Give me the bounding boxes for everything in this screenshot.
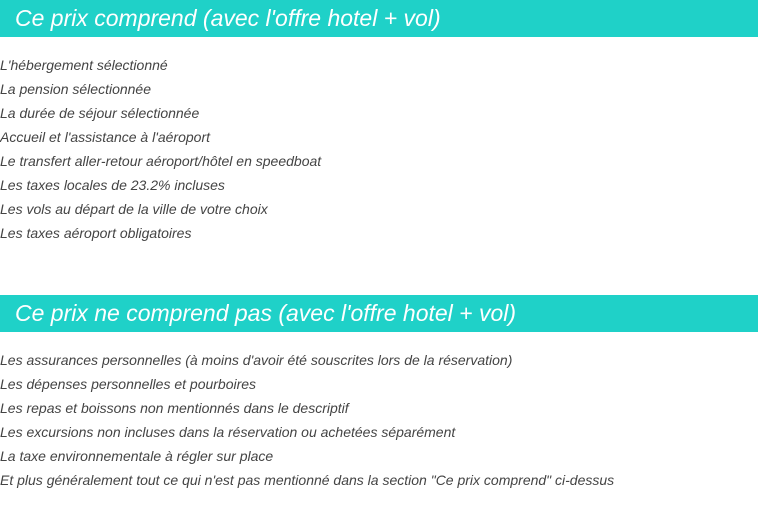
included-item: Les taxes locales de 23.2% incluses (0, 177, 225, 193)
included-item: L'hébergement sélectionné (0, 57, 168, 73)
excluded-section-header (0, 295, 758, 332)
included-item: La pension sélectionnée (0, 81, 152, 97)
excluded-section-title: Ce prix ne comprend pas (avec l'offre hotel + vol) (15, 300, 517, 326)
included-item: Les taxes aéroport obligatoires (0, 225, 192, 241)
excluded-item: Les assurances personnelles (à moins d'avoir été souscrites lors de la réservation) (0, 352, 513, 368)
excluded-item: Les repas et boissons non mentionnés dans le descriptif (0, 400, 349, 416)
excluded-item: Les dépenses personnelles et pourboires (0, 376, 257, 392)
included-section-header (0, 0, 758, 37)
included-item: Le transfert aller-retour aéroport/hôtel en speedboat (0, 153, 322, 169)
excluded-item: La taxe environnementale à régler sur place (0, 448, 274, 464)
included-item: La durée de séjour sélectionnée (0, 105, 200, 121)
included-items-list (0, 53, 321, 245)
included-item: Accueil et l'assistance à l'aéroport (0, 129, 211, 145)
included-item: Les vols au départ de la ville de votre choix (0, 201, 268, 217)
excluded-item: Et plus généralement tout ce qui n'est pas mentionné dans la section "Ce prix comprend" ci-dessus (0, 472, 615, 488)
excluded-item: Les excursions non incluses dans la réservation ou achetées séparément (0, 424, 456, 440)
included-section-title: Ce prix comprend (avec l'offre hotel + vol) (15, 5, 441, 31)
excluded-items-list (0, 348, 614, 492)
